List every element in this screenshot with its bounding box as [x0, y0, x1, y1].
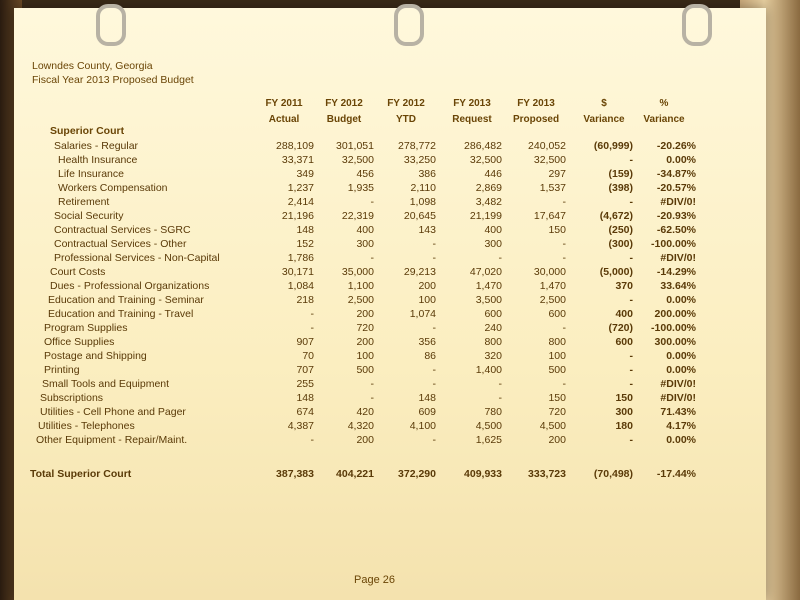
- dollar-variance-cell: 370: [615, 280, 633, 292]
- table-row: [14, 392, 766, 406]
- amount-cell: -: [310, 322, 314, 334]
- percent-variance-cell: 4.17%: [666, 420, 696, 432]
- amount-cell: 22,319: [341, 210, 374, 222]
- line-item-label: Office Supplies: [44, 336, 115, 348]
- table-row: [14, 350, 766, 364]
- amount-cell: 148: [296, 224, 314, 236]
- amount-cell: 1,400: [475, 364, 502, 376]
- amount-cell: 29,213: [403, 266, 436, 278]
- amount-cell: 1,100: [347, 280, 374, 292]
- table-row: [14, 154, 766, 168]
- amount-cell: 600: [548, 308, 566, 320]
- amount-cell: 720: [548, 406, 566, 418]
- line-item-label: Printing: [44, 364, 80, 376]
- amount-cell: -: [498, 392, 502, 404]
- dollar-variance-cell: (398): [608, 182, 633, 194]
- amount-cell: 349: [296, 168, 314, 180]
- table-row: [14, 280, 766, 294]
- amount-cell: 1,074: [409, 308, 436, 320]
- amount-cell: 4,387: [287, 420, 314, 432]
- line-item-label: Salaries - Regular: [54, 140, 139, 152]
- amount-cell: -: [370, 252, 374, 264]
- amount-cell: 21,196: [281, 210, 314, 222]
- percent-variance-cell: -34.87%: [656, 168, 696, 180]
- line-item-label: Health Insurance: [58, 154, 138, 166]
- dollar-variance-cell: (5,000): [599, 266, 633, 278]
- line-item-label: Postage and Shipping: [44, 350, 147, 362]
- amount-cell: 333,723: [528, 468, 566, 480]
- amount-cell: 152: [296, 238, 314, 250]
- dollar-variance-cell: -: [629, 364, 633, 376]
- amount-cell: 1,470: [539, 280, 566, 292]
- line-item-label: Other Equipment - Repair/Maint.: [36, 434, 188, 446]
- dollar-variance-cell: (60,999): [593, 140, 633, 152]
- amount-cell: -: [310, 434, 314, 446]
- amount-cell: 387,383: [276, 468, 314, 480]
- table-row: [14, 168, 766, 182]
- amount-cell: 20,645: [403, 210, 436, 222]
- amount-cell: -: [498, 378, 502, 390]
- amount-cell: 278,772: [398, 140, 436, 152]
- dollar-variance-cell: 600: [615, 336, 633, 348]
- dollar-variance-cell: (250): [608, 224, 633, 236]
- percent-variance-cell: 0.00%: [666, 350, 696, 362]
- amount-cell: 47,020: [469, 266, 502, 278]
- percent-variance-cell: #DIV/0!: [660, 392, 696, 404]
- amount-cell: 100: [418, 294, 436, 306]
- dollar-variance-cell: -: [629, 434, 633, 446]
- column-header: FY 2013 Proposed: [512, 98, 560, 125]
- percent-variance-cell: 71.43%: [660, 406, 696, 418]
- binder-ring: [394, 4, 424, 46]
- total-row: [14, 468, 766, 482]
- amount-cell: 1,098: [409, 196, 436, 208]
- percent-variance-cell: 200.00%: [654, 308, 696, 320]
- amount-cell: 1,625: [475, 434, 502, 446]
- percent-variance-cell: 0.00%: [666, 434, 696, 446]
- amount-cell: 17,647: [533, 210, 566, 222]
- table-row: [14, 308, 766, 322]
- amount-cell: -: [370, 378, 374, 390]
- amount-cell: 33,250: [403, 154, 436, 166]
- column-header: FY 2011 Actual: [265, 98, 303, 125]
- percent-variance-cell: -20.93%: [656, 210, 696, 222]
- table-row: [14, 364, 766, 378]
- amount-cell: 600: [484, 308, 502, 320]
- amount-cell: 500: [548, 364, 566, 376]
- line-item-label: Utilities - Telephones: [38, 420, 135, 432]
- amount-cell: 255: [296, 378, 314, 390]
- amount-cell: 707: [296, 364, 314, 376]
- page-number: Page 26: [354, 574, 395, 586]
- percent-variance-cell: -14.29%: [656, 266, 696, 278]
- amount-cell: 320: [484, 350, 502, 362]
- amount-cell: 100: [548, 350, 566, 362]
- amount-cell: 1,084: [287, 280, 314, 292]
- dollar-variance-cell: (70,498): [593, 468, 633, 480]
- amount-cell: 301,051: [336, 140, 374, 152]
- binder-ring: [96, 4, 126, 46]
- amount-cell: 500: [356, 364, 374, 376]
- amount-cell: 3,482: [475, 196, 502, 208]
- amount-cell: 1,537: [539, 182, 566, 194]
- amount-cell: 2,110: [410, 182, 436, 194]
- dollar-variance-cell: -: [629, 252, 633, 264]
- line-item-label: Dues - Professional Organizations: [50, 280, 210, 292]
- amount-cell: -: [562, 322, 566, 334]
- amount-cell: 30,171: [281, 266, 314, 278]
- amount-cell: 200: [418, 280, 436, 292]
- amount-cell: -: [498, 252, 502, 264]
- dollar-variance-cell: -: [629, 294, 633, 306]
- amount-cell: 907: [296, 336, 314, 348]
- amount-cell: -: [432, 434, 436, 446]
- amount-cell: 200: [356, 336, 374, 348]
- amount-cell: 409,933: [464, 468, 502, 480]
- amount-cell: 300: [356, 238, 374, 250]
- table-row: [14, 434, 766, 448]
- column-header: FY 2012 YTD: [387, 98, 425, 125]
- amount-cell: 1,470: [475, 280, 502, 292]
- line-item-label: Contractual Services - Other: [54, 238, 187, 250]
- amount-cell: 240: [484, 322, 502, 334]
- column-header: % Variance: [643, 98, 685, 125]
- amount-cell: 1,935: [347, 182, 374, 194]
- dollar-variance-cell: (159): [608, 168, 633, 180]
- line-item-label: Social Security: [54, 210, 124, 222]
- percent-variance-cell: 300.00%: [654, 336, 696, 348]
- dollar-variance-cell: -: [629, 378, 633, 390]
- dollar-variance-cell: -: [629, 350, 633, 362]
- amount-cell: -: [432, 322, 436, 334]
- amount-cell: 35,000: [341, 266, 374, 278]
- amount-cell: 400: [356, 224, 374, 236]
- amount-cell: 720: [356, 322, 374, 334]
- amount-cell: 200: [356, 308, 374, 320]
- column-header: $ Variance: [583, 98, 625, 125]
- amount-cell: 456: [356, 168, 374, 180]
- amount-cell: 780: [484, 406, 502, 418]
- amount-cell: 32,500: [533, 154, 566, 166]
- line-item-label: Workers Compensation: [58, 182, 168, 194]
- amount-cell: -: [432, 378, 436, 390]
- amount-cell: 32,500: [469, 154, 502, 166]
- amount-cell: 300: [484, 238, 502, 250]
- percent-variance-cell: 0.00%: [666, 154, 696, 166]
- line-item-label: Small Tools and Equipment: [42, 378, 170, 390]
- line-item-label: Education and Training - Travel: [48, 308, 194, 320]
- table-row: [14, 378, 766, 392]
- amount-cell: -: [562, 238, 566, 250]
- amount-cell: 150: [548, 392, 566, 404]
- line-item-label: Court Costs: [50, 266, 106, 278]
- dollar-variance-cell: (4,672): [599, 210, 633, 222]
- amount-cell: 4,100: [409, 420, 436, 432]
- amount-cell: 3,500: [475, 294, 502, 306]
- line-item-label: Life Insurance: [58, 168, 124, 180]
- dollar-variance-cell: (300): [608, 238, 633, 250]
- amount-cell: 446: [484, 168, 502, 180]
- line-item-label: Contractual Services - SGRC: [54, 224, 191, 236]
- percent-variance-cell: -20.26%: [656, 140, 696, 152]
- percent-variance-cell: 0.00%: [666, 294, 696, 306]
- amount-cell: 240,052: [528, 140, 566, 152]
- dollar-variance-cell: -: [629, 196, 633, 208]
- amount-cell: -: [310, 308, 314, 320]
- amount-cell: 148: [296, 392, 314, 404]
- amount-cell: 30,000: [533, 266, 566, 278]
- amount-cell: 800: [484, 336, 502, 348]
- amount-cell: 100: [356, 350, 374, 362]
- amount-cell: 4,500: [539, 420, 566, 432]
- amount-cell: 150: [548, 224, 566, 236]
- table-row: [14, 294, 766, 308]
- amount-cell: -: [432, 238, 436, 250]
- amount-cell: -: [432, 364, 436, 376]
- dollar-variance-cell: 400: [615, 308, 633, 320]
- amount-cell: 1,237: [287, 182, 314, 194]
- amount-cell: 33,371: [281, 154, 314, 166]
- amount-cell: 218: [296, 294, 314, 306]
- amount-cell: 400: [484, 224, 502, 236]
- table-row: [14, 252, 766, 266]
- budget-title: Fiscal Year 2013 Proposed Budget: [32, 74, 194, 86]
- table-row: [14, 322, 766, 336]
- amount-cell: 86: [424, 350, 436, 362]
- amount-cell: 286,482: [464, 140, 502, 152]
- line-item-label: Program Supplies: [44, 322, 128, 334]
- amount-cell: 2,414: [287, 196, 314, 208]
- amount-cell: 420: [356, 406, 374, 418]
- amount-cell: 2,869: [475, 182, 502, 194]
- table-row: [14, 140, 766, 154]
- amount-cell: 200: [548, 434, 566, 446]
- percent-variance-cell: 0.00%: [666, 364, 696, 376]
- amount-cell: -: [370, 196, 374, 208]
- amount-cell: 297: [548, 168, 566, 180]
- amount-cell: 32,500: [341, 154, 374, 166]
- amount-cell: 372,290: [398, 468, 436, 480]
- amount-cell: 386: [418, 168, 436, 180]
- percent-variance-cell: #DIV/0!: [660, 378, 696, 390]
- dollar-variance-cell: 300: [615, 406, 633, 418]
- line-item-label: Retirement: [58, 196, 110, 208]
- amount-cell: 21,199: [469, 210, 502, 222]
- amount-cell: -: [562, 252, 566, 264]
- table-row: [14, 238, 766, 252]
- table-row: [14, 406, 766, 420]
- amount-cell: 356: [418, 336, 436, 348]
- column-header: FY 2012 Budget: [325, 98, 363, 125]
- amount-cell: -: [562, 196, 566, 208]
- column-header: FY 2013 Request: [452, 98, 492, 125]
- line-item-label: Utilities - Cell Phone and Pager: [40, 406, 186, 418]
- percent-variance-cell: -62.50%: [656, 224, 696, 236]
- amount-cell: -: [562, 378, 566, 390]
- table-row: [14, 210, 766, 224]
- amount-cell: 674: [296, 406, 314, 418]
- amount-cell: 4,320: [347, 420, 374, 432]
- amount-cell: 200: [356, 434, 374, 446]
- amount-cell: 4,500: [475, 420, 502, 432]
- percent-variance-cell: -20.57%: [656, 182, 696, 194]
- dollar-variance-cell: 180: [615, 420, 633, 432]
- table-row: [14, 420, 766, 434]
- line-item-label: Professional Services - Non-Capital: [54, 252, 220, 264]
- table-row: [14, 224, 766, 238]
- amount-cell: 148: [418, 392, 436, 404]
- amount-cell: 404,221: [336, 468, 374, 480]
- amount-cell: 70: [302, 350, 314, 362]
- percent-variance-cell: -100.00%: [651, 322, 696, 334]
- table-row: [14, 266, 766, 280]
- amount-cell: 2,500: [347, 294, 374, 306]
- budget-page: [14, 8, 766, 600]
- percent-variance-cell: 33.64%: [660, 280, 696, 292]
- amount-cell: 1,786: [287, 252, 314, 264]
- table-row: [14, 336, 766, 350]
- dollar-variance-cell: 150: [615, 392, 633, 404]
- percent-variance-cell: #DIV/0!: [660, 252, 696, 264]
- county-name: Lowndes County, Georgia: [32, 60, 153, 72]
- percent-variance-cell: #DIV/0!: [660, 196, 696, 208]
- amount-cell: 143: [418, 224, 436, 236]
- line-item-label: Education and Training - Seminar: [48, 294, 204, 306]
- dollar-variance-cell: (720): [608, 322, 633, 334]
- percent-variance-cell: -100.00%: [651, 238, 696, 250]
- dollar-variance-cell: -: [629, 154, 633, 166]
- amount-cell: -: [370, 392, 374, 404]
- line-item-label: Total Superior Court: [30, 468, 132, 480]
- percent-variance-cell: -17.44%: [656, 468, 696, 480]
- table-row: [14, 196, 766, 210]
- binder-ring: [682, 4, 712, 46]
- amount-cell: 2,500: [539, 294, 566, 306]
- amount-cell: 800: [548, 336, 566, 348]
- table-row: [14, 182, 766, 196]
- line-item-label: Subscriptions: [40, 392, 104, 404]
- amount-cell: -: [432, 252, 436, 264]
- amount-cell: 288,109: [276, 140, 314, 152]
- section-title: Superior Court: [50, 125, 125, 137]
- amount-cell: 609: [418, 406, 436, 418]
